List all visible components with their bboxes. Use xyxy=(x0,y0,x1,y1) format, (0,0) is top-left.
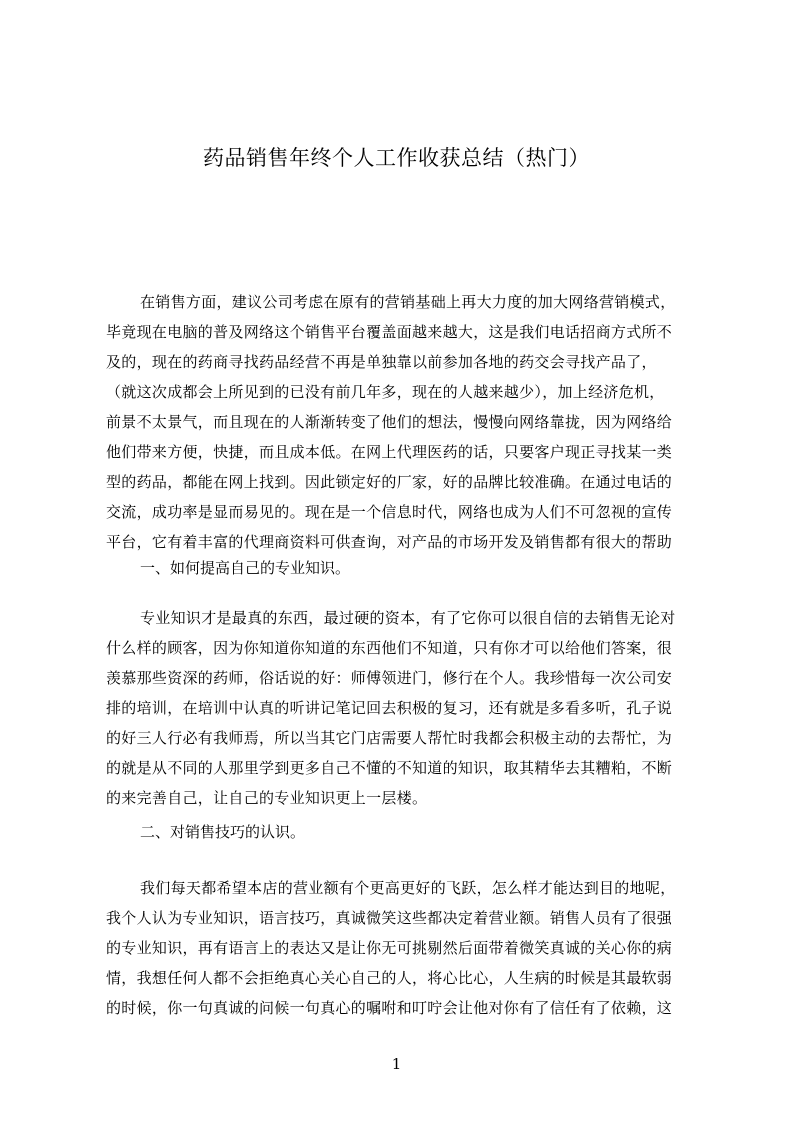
section-heading-sales-skills: 二、对销售技巧的认识。 xyxy=(140,823,306,841)
text-line: 什么样的顾客，因为你知道你知道的东西他们不知道，只有你才可以给他们答案，很 xyxy=(106,639,673,657)
text-line: 及的，现在的药商寻找药品经营不再是单独靠以前参加各地的药交会寻找产品了， xyxy=(106,353,657,371)
text-line: 前景不太景气，而且现在的人渐渐转变了他们的想法，慢慢向网络靠拢，因为网络给 xyxy=(106,413,673,431)
text-line: 交流，成功率是显而易见的。现在是一个信息时代，网络也成为人们不可忽视的宣传 xyxy=(106,503,673,521)
text-line: 我个人认为专业知识，语言技巧，真诚微笑这些都决定着营业额。销售人员有了很强 xyxy=(106,909,673,927)
text-line: 型的药品，都能在网上找到。因此锁定好的厂家，好的品牌比较准确。在通过电话的 xyxy=(106,473,673,491)
page-title: 药品销售年终个人工作收获总结（热门） xyxy=(203,146,590,170)
section-heading-professional-knowledge: 一、如何提高自己的专业知识。 xyxy=(140,559,351,577)
text-line: 平台，它有着丰富的代理商资料可供查询，对产品的市场开发及销售都有很大的帮助 xyxy=(106,533,673,551)
text-line: 毕竟现在电脑的普及网络这个销售平台覆盖面越来越大，这是我们电话招商方式所不 xyxy=(106,323,673,341)
text-line: 的就是从不同的人那里学到更多自己不懂的不知道的知识，取其精华去其糟粕，不断 xyxy=(106,759,673,777)
text-line: 羡慕那些资深的药师，俗话说的好：师傅领进门，修行在个人。我珍惜每一次公司安 xyxy=(106,669,673,687)
text-line: 的专业知识，再有语言上的表达又是让你无可挑剔然后面带着微笑真诚的关心你的病 xyxy=(106,939,673,957)
text-line: 我们每天都希望本店的营业额有个更高更好的飞跃，怎么样才能达到目的地呢， xyxy=(140,879,676,897)
text-line: （就这次成都会上所见到的已没有前几年多，现在的人越来越少），加上经济危机， xyxy=(106,383,665,401)
text-line: 情，我想任何人都不会拒绝真心关心自己的人，将心比心，人生病的时候是其最软弱 xyxy=(106,969,673,987)
page-number: 1 xyxy=(391,1055,402,1073)
paragraph-professional-knowledge xyxy=(106,603,698,813)
text-line: 的好三人行必有我师焉，所以当其它门店需要人帮忙时我都会积极主动的去帮忙，为 xyxy=(106,729,673,747)
text-line: 他们带来方便，快捷，而且成本低。在网上代理医药的话，只要客户现正寻找某一类 xyxy=(106,443,673,461)
paragraph-sales-skills xyxy=(106,873,698,1023)
text-line: 的来完善自己，让自己的专业知识更上一层楼。 xyxy=(106,789,428,807)
paragraph-sales-strategy xyxy=(106,287,698,557)
text-line: 的时候，你一句真诚的问候一句真心的嘱咐和叮咛会让他对你有了信任有了依赖，这 xyxy=(106,999,673,1017)
text-line: 排的培训，在培训中认真的听讲记笔记回去积极的复习，还有就是多看多听，孔子说 xyxy=(106,699,673,717)
text-line: 专业知识才是最真的东西，最过硬的资本，有了它你可以很自信的去销售无论对 xyxy=(140,609,676,627)
text-line: 在销售方面，建议公司考虑在原有的营销基础上再大力度的加大网络营销模式， xyxy=(140,293,676,311)
